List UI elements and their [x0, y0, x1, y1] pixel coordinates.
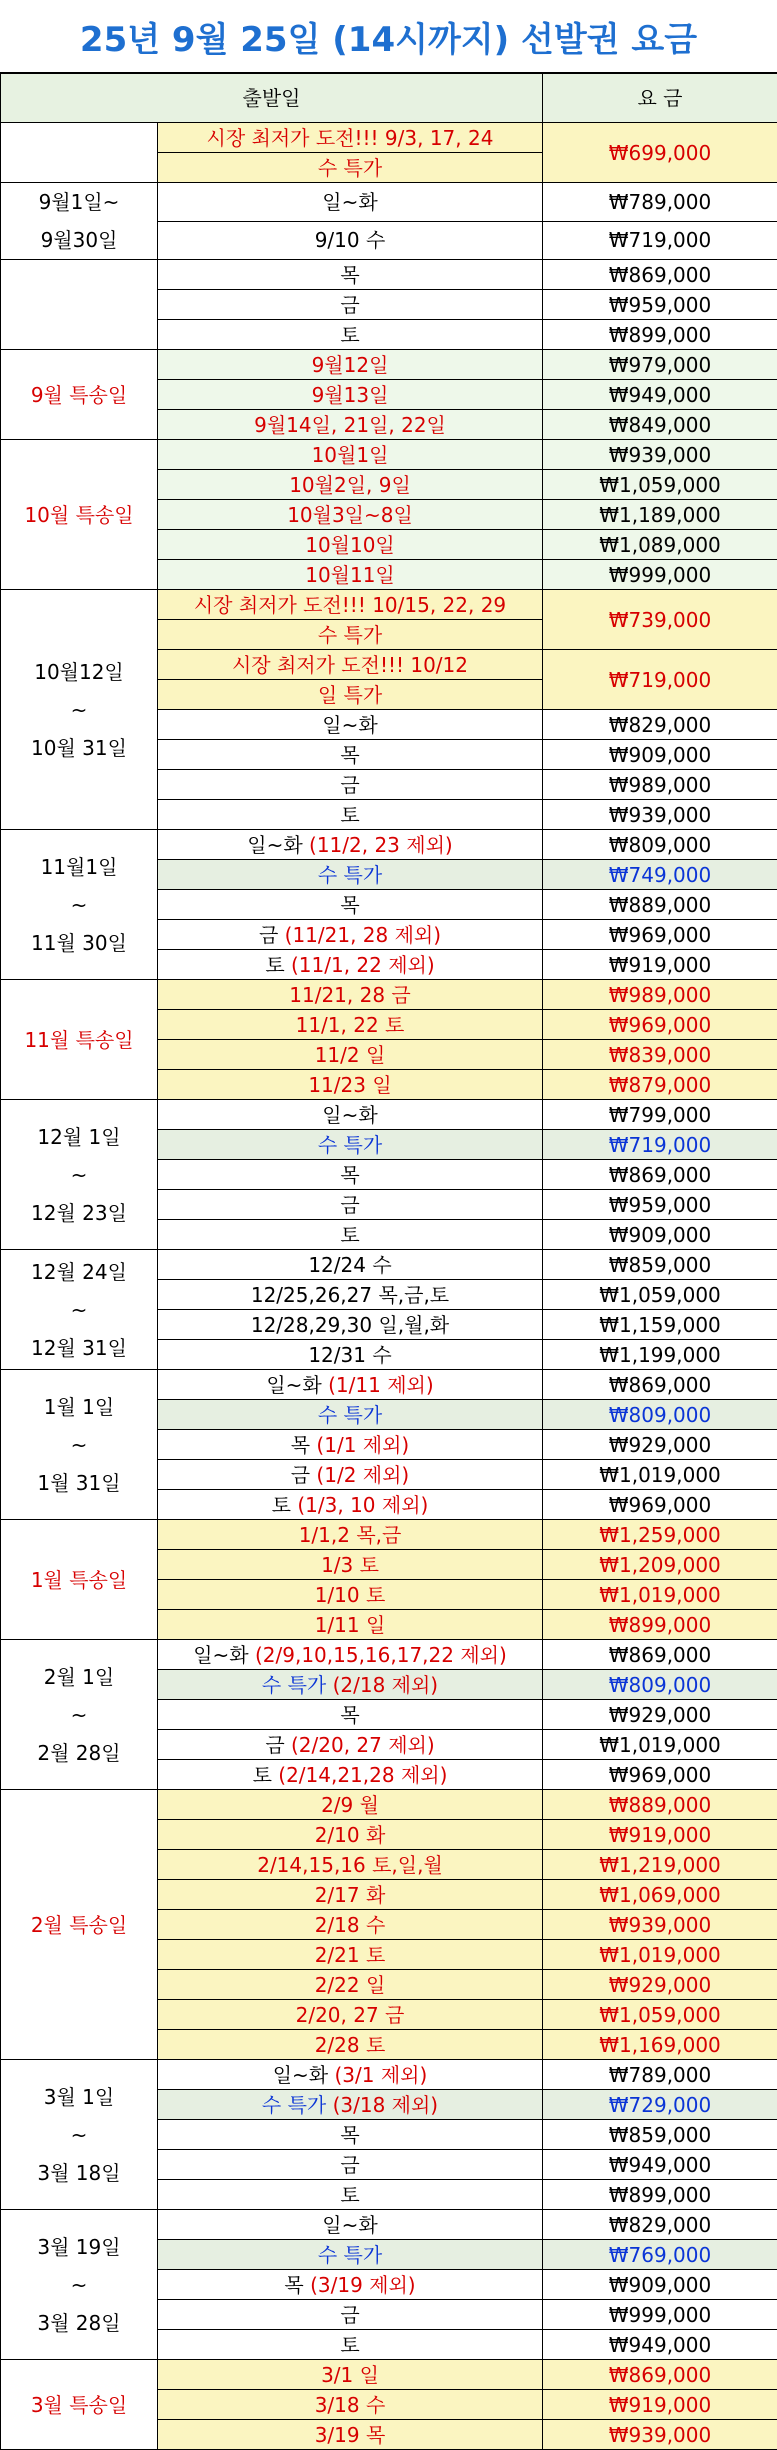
period-label: 12월 1일 ~ 12월 23일 [1, 1100, 158, 1250]
price-cell: ₩949,000 [543, 380, 777, 410]
price-cell: ₩749,000 [543, 860, 777, 890]
price-cell: ₩1,019,000 [543, 1580, 777, 1610]
price-table-body [1, 123, 777, 2450]
departure-day [158, 1790, 543, 1820]
period-label: 12월 24일 ~ 12월 31일 [1, 1250, 158, 1370]
price-cell: ₩939,000 [543, 2420, 777, 2450]
departure-day-text: 1/1,2 목,금 [299, 1523, 402, 1547]
departure-day-text: 시장 최저가 도전!!! 9/3, 17, 24 [207, 126, 494, 150]
departure-day-text: 목 [340, 263, 359, 287]
price-cell: ₩1,189,000 [543, 500, 777, 530]
table-row [1, 440, 777, 470]
departure-day [158, 1400, 543, 1430]
departure-day [158, 2060, 543, 2090]
price-cell: ₩719,000 [543, 650, 777, 710]
price-cell: ₩999,000 [543, 560, 777, 590]
price-cell: ₩829,000 [543, 710, 777, 740]
departure-day [158, 2360, 543, 2390]
departure-day-text: 10월1일 [312, 443, 389, 467]
departure-day [158, 1730, 543, 1760]
period-label: 11월1일 ~ 11월 30일 [1, 830, 158, 980]
period-label: 10월 특송일 [1, 440, 158, 590]
price-cell: ₩909,000 [543, 1220, 777, 1250]
departure-day-text: 2/9 월 [321, 1793, 379, 1817]
departure-day-text: 목 [340, 2123, 359, 2147]
table-row [1, 1250, 777, 1280]
date-column-header: 출발일 [1, 74, 543, 123]
departure-day [158, 2270, 543, 2300]
departure-day-text: 금 [340, 1193, 359, 1217]
departure-day-text: 시장 최저가 도전!!! 10/15, 22, 29 [194, 593, 506, 617]
period-label: 1월 1일 ~ 1월 31일 [1, 1370, 158, 1520]
departure-day-text: 수 특가 [318, 623, 382, 647]
price-cell: ₩999,000 [543, 2300, 777, 2330]
departure-day-text: 3/1 일 [321, 2363, 379, 2387]
departure-day [158, 1130, 543, 1160]
departure-day [158, 1040, 543, 1070]
price-cell: ₩1,199,000 [543, 1340, 777, 1370]
price-cell: ₩989,000 [543, 770, 777, 800]
departure-day [158, 1580, 543, 1610]
departure-day [158, 860, 543, 890]
departure-day-text: 금 [291, 1463, 310, 1487]
departure-day [158, 1370, 543, 1400]
departure-day [158, 650, 543, 680]
departure-day-text: 목 [284, 2273, 303, 2297]
departure-day [158, 950, 543, 980]
departure-day [158, 2330, 543, 2360]
departure-day [158, 2420, 543, 2450]
price-cell: ₩899,000 [543, 320, 777, 350]
period-label: 1월 특송일 [1, 1520, 158, 1640]
departure-day-text: 수 특가 [318, 1133, 382, 1157]
departure-day [158, 2090, 543, 2120]
departure-day-text: 2/28 토 [315, 2033, 386, 2057]
departure-day-text: 12/25,26,27 목,금,토 [251, 1283, 449, 1307]
exclusion-note: (1/11 제외) [322, 1373, 434, 1397]
departure-day [158, 1760, 543, 1790]
price-cell: ₩809,000 [543, 1400, 777, 1430]
price-cell: ₩859,000 [543, 2120, 777, 2150]
exclusion-note: (2/20, 27 제외) [285, 1733, 435, 1757]
departure-day-text: 수 특가 [262, 2093, 326, 2117]
departure-day [158, 470, 543, 500]
departure-day-text: 목 [340, 1163, 359, 1187]
departure-day [158, 221, 543, 260]
departure-day [158, 2390, 543, 2420]
departure-day [158, 183, 543, 222]
departure-day-text: 일~화 [247, 833, 302, 857]
table-row [1, 980, 777, 1010]
price-cell: ₩919,000 [543, 950, 777, 980]
departure-day-text: 금 [265, 1733, 284, 1757]
departure-day-text: 금 [259, 923, 278, 947]
departure-day-text: 목 [340, 893, 359, 917]
exclusion-note: (2/18 제외) [326, 1673, 438, 1697]
price-cell: ₩969,000 [543, 1010, 777, 1040]
price-cell: ₩1,089,000 [543, 530, 777, 560]
departure-day [158, 1310, 543, 1340]
departure-day [158, 1340, 543, 1370]
departure-day-text: 일~화 [273, 2063, 328, 2087]
departure-day [158, 2000, 543, 2030]
departure-day [158, 1610, 543, 1640]
departure-day-text: 2/10 화 [315, 1823, 386, 1847]
departure-day [158, 920, 543, 950]
price-cell: ₩979,000 [543, 350, 777, 380]
price-cell: ₩959,000 [543, 1190, 777, 1220]
price-cell: ₩789,000 [543, 183, 777, 222]
price-cell: ₩899,000 [543, 2180, 777, 2210]
price-cell: ₩1,059,000 [543, 2000, 777, 2030]
period-label: 2월 특송일 [1, 1790, 158, 2060]
departure-day-text: 토 [253, 1763, 272, 1787]
departure-day-text: 토 [340, 803, 359, 827]
departure-day [158, 1070, 543, 1100]
price-cell: ₩869,000 [543, 2360, 777, 2390]
table-row [1, 1370, 777, 1400]
departure-day-text: 2/21 토 [315, 1943, 386, 1967]
table-row [1, 183, 777, 222]
departure-day-text: 일~화 [266, 1373, 321, 1397]
departure-day [158, 2180, 543, 2210]
departure-day-text: 금 [340, 2303, 359, 2327]
price-cell: ₩839,000 [543, 1040, 777, 1070]
departure-day [158, 1670, 543, 1700]
price-cell: ₩849,000 [543, 410, 777, 440]
departure-day [158, 740, 543, 770]
price-cell: ₩1,059,000 [543, 470, 777, 500]
departure-day-text: 토 [340, 2333, 359, 2357]
price-cell: ₩949,000 [543, 2150, 777, 2180]
departure-day [158, 590, 543, 620]
price-cell: ₩969,000 [543, 1490, 777, 1520]
departure-day-text: 12/24 수 [308, 1253, 391, 1277]
price-cell: ₩859,000 [543, 1250, 777, 1280]
price-cell: ₩1,069,000 [543, 1880, 777, 1910]
departure-day-text: 토 [340, 2183, 359, 2207]
departure-day [158, 1220, 543, 1250]
departure-day-text: 3/19 목 [315, 2423, 386, 2447]
departure-day [158, 2150, 543, 2180]
price-cell: ₩719,000 [543, 1130, 777, 1160]
page-title: 25년 9월 25일 (14시까지) 선발권 요금 [0, 0, 777, 73]
departure-day [158, 260, 543, 290]
departure-day [158, 500, 543, 530]
departure-day-text: 1/11 일 [315, 1613, 386, 1637]
price-cell: ₩769,000 [543, 2240, 777, 2270]
departure-day-text: 목 [291, 1433, 310, 1457]
departure-day-text: 금 [340, 773, 359, 797]
period-label [1, 123, 158, 183]
departure-day-text: 11/2 일 [315, 1043, 386, 1067]
departure-day-text: 목 [340, 1703, 359, 1727]
departure-day [158, 1820, 543, 1850]
departure-day [158, 290, 543, 320]
departure-day-text: 10월11일 [305, 563, 395, 587]
departure-day-text: 수 특가 [318, 156, 382, 180]
departure-day-text: 11/23 일 [308, 1073, 391, 1097]
departure-day-text: 10월2일, 9일 [289, 473, 411, 497]
departure-day [158, 320, 543, 350]
departure-day [158, 123, 543, 153]
price-cell: ₩829,000 [543, 2210, 777, 2240]
departure-day [158, 770, 543, 800]
departure-day-text: 일~화 [322, 190, 377, 214]
price-cell: ₩909,000 [543, 2270, 777, 2300]
departure-day-text: 10월10일 [305, 533, 395, 557]
departure-day [158, 1490, 543, 1520]
departure-day [158, 1160, 543, 1190]
price-table [0, 73, 777, 2450]
table-row [1, 1790, 777, 1820]
departure-day [158, 1100, 543, 1130]
price-cell: ₩889,000 [543, 1790, 777, 1820]
departure-day-text: 11/1, 22 토 [296, 1013, 405, 1037]
departure-day-text: 9월14일, 21일, 22일 [254, 413, 446, 437]
departure-day [158, 2120, 543, 2150]
departure-day-text: 토 [340, 1223, 359, 1247]
departure-day [158, 410, 543, 440]
departure-day [158, 800, 543, 830]
price-cell: ₩1,169,000 [543, 2030, 777, 2060]
table-row [1, 830, 777, 860]
departure-day [158, 1910, 543, 1940]
departure-day [158, 1280, 543, 1310]
price-cell: ₩719,000 [543, 221, 777, 260]
departure-day-text: 일~화 [322, 1103, 377, 1127]
table-row [1, 590, 777, 620]
departure-day [158, 1940, 543, 1970]
table-row [1, 2360, 777, 2390]
departure-day-text: 일~화 [193, 1643, 248, 1667]
price-cell: ₩889,000 [543, 890, 777, 920]
departure-day [158, 1850, 543, 1880]
departure-day-text: 12/28,29,30 일,월,화 [251, 1313, 449, 1337]
departure-day-text: 9월12일 [312, 353, 389, 377]
price-cell: ₩939,000 [543, 800, 777, 830]
price-cell: ₩729,000 [543, 2090, 777, 2120]
departure-day [158, 1550, 543, 1580]
price-cell: ₩739,000 [543, 590, 777, 650]
departure-day [158, 2030, 543, 2060]
price-cell: ₩989,000 [543, 980, 777, 1010]
price-cell: ₩879,000 [543, 1070, 777, 1100]
departure-day-text: 9월13일 [312, 383, 389, 407]
departure-day-text: 2/17 화 [315, 1883, 386, 1907]
departure-day [158, 890, 543, 920]
departure-day-text: 수 특가 [318, 2243, 382, 2267]
departure-day [158, 1250, 543, 1280]
departure-day [158, 1460, 543, 1490]
price-cell: ₩1,259,000 [543, 1520, 777, 1550]
price-cell: ₩869,000 [543, 260, 777, 290]
period-label: 9월1일~ 9월30일 [1, 183, 158, 260]
exclusion-note: (3/19 제외) [304, 2273, 416, 2297]
exclusion-note: (11/1, 22 제외) [285, 953, 435, 977]
departure-day [158, 1010, 543, 1040]
departure-day-text: 금 [340, 293, 359, 317]
price-cell: ₩1,019,000 [543, 1730, 777, 1760]
departure-day [158, 530, 543, 560]
price-cell: ₩1,219,000 [543, 1850, 777, 1880]
period-label: 11월 특송일 [1, 980, 158, 1100]
exclusion-note: (1/2 제외) [310, 1463, 409, 1487]
departure-day [158, 1640, 543, 1670]
departure-day [158, 1880, 543, 1910]
price-cell: ₩1,019,000 [543, 1460, 777, 1490]
departure-day [158, 2240, 543, 2270]
departure-day [158, 2300, 543, 2330]
departure-day [158, 1520, 543, 1550]
price-cell: ₩1,019,000 [543, 1940, 777, 1970]
price-cell: ₩969,000 [543, 1760, 777, 1790]
price-cell: ₩919,000 [543, 2390, 777, 2420]
price-cell: ₩1,059,000 [543, 1280, 777, 1310]
table-row [1, 1520, 777, 1550]
departure-day [158, 560, 543, 590]
price-cell: ₩909,000 [543, 740, 777, 770]
departure-day-text: 9/10 수 [315, 228, 386, 252]
departure-day-text: 일 특가 [318, 683, 382, 707]
departure-day-text: 토 [265, 953, 284, 977]
table-row [1, 1100, 777, 1130]
departure-day [158, 153, 543, 183]
exclusion-note: (2/9,10,15,16,17,22 제외) [249, 1643, 507, 1667]
period-label: 3월 1일 ~ 3월 18일 [1, 2060, 158, 2210]
departure-day [158, 380, 543, 410]
departure-day [158, 1700, 543, 1730]
departure-day-text: 토 [340, 323, 359, 347]
table-row [1, 2060, 777, 2090]
departure-day-text: 1/10 토 [315, 1583, 386, 1607]
price-column-header: 요 금 [543, 74, 777, 123]
departure-day [158, 980, 543, 1010]
departure-day-text: 수 특가 [262, 1673, 326, 1697]
departure-day-text: 토 [272, 1493, 291, 1517]
departure-day-text: 2/20, 27 금 [296, 2003, 405, 2027]
period-label [1, 260, 158, 350]
table-header-row [1, 74, 777, 123]
departure-day [158, 1970, 543, 2000]
period-label: 9월 특송일 [1, 350, 158, 440]
departure-day-text: 2/18 수 [315, 1913, 386, 1937]
price-cell: ₩869,000 [543, 1370, 777, 1400]
departure-day [158, 2210, 543, 2240]
price-cell: ₩939,000 [543, 1910, 777, 1940]
departure-day-text: 수 특가 [318, 863, 382, 887]
departure-day [158, 1430, 543, 1460]
price-cell: ₩869,000 [543, 1640, 777, 1670]
price-cell: ₩1,159,000 [543, 1310, 777, 1340]
departure-day [158, 830, 543, 860]
departure-day [158, 1190, 543, 1220]
exclusion-note: (1/1 제외) [310, 1433, 409, 1457]
departure-day-text: 수 특가 [318, 1403, 382, 1427]
price-cell: ₩939,000 [543, 440, 777, 470]
departure-day-text: 1/3 토 [321, 1553, 379, 1577]
departure-day-text: 일~화 [322, 713, 377, 737]
table-row [1, 350, 777, 380]
period-label: 2월 1일 ~ 2월 28일 [1, 1640, 158, 1790]
price-cell: ₩789,000 [543, 2060, 777, 2090]
price-cell: ₩869,000 [543, 1160, 777, 1190]
departure-day [158, 620, 543, 650]
exclusion-note: (3/1 제외) [328, 2063, 427, 2087]
price-cell: ₩929,000 [543, 1430, 777, 1460]
price-cell: ₩899,000 [543, 1610, 777, 1640]
departure-day-text: 목 [340, 743, 359, 767]
departure-day-text: 11/21, 28 금 [289, 983, 410, 1007]
table-row [1, 1640, 777, 1670]
price-cell: ₩699,000 [543, 123, 777, 183]
price-cell: ₩919,000 [543, 1820, 777, 1850]
table-row [1, 2210, 777, 2240]
departure-day [158, 440, 543, 470]
departure-day-text: 시장 최저가 도전!!! 10/12 [232, 653, 468, 677]
period-label: 3월 19일 ~ 3월 28일 [1, 2210, 158, 2360]
departure-day-text: 12/31 수 [308, 1343, 391, 1367]
table-row [1, 123, 777, 153]
table-row [1, 260, 777, 290]
price-cell: ₩929,000 [543, 1970, 777, 2000]
price-cell: ₩959,000 [543, 290, 777, 320]
departure-day-text: 금 [340, 2153, 359, 2177]
price-cell: ₩929,000 [543, 1700, 777, 1730]
price-cell: ₩969,000 [543, 920, 777, 950]
exclusion-note: (11/21, 28 제외) [278, 923, 441, 947]
price-cell: ₩1,209,000 [543, 1550, 777, 1580]
exclusion-note: (3/18 제외) [326, 2093, 438, 2117]
exclusion-note: (11/2, 23 제외) [303, 833, 453, 857]
departure-day-text: 일~화 [322, 2213, 377, 2237]
period-label: 10월12일 ~ 10월 31일 [1, 590, 158, 830]
departure-day-text: 3/18 수 [315, 2393, 386, 2417]
price-cell: ₩809,000 [543, 830, 777, 860]
price-cell: ₩949,000 [543, 2330, 777, 2360]
departure-day [158, 680, 543, 710]
departure-day [158, 710, 543, 740]
departure-day [158, 350, 543, 380]
price-cell: ₩809,000 [543, 1670, 777, 1700]
departure-day-text: 2/14,15,16 토,일,월 [257, 1853, 443, 1877]
departure-day-text: 10월3일~8일 [287, 503, 413, 527]
exclusion-note: (1/3, 10 제외) [291, 1493, 428, 1517]
exclusion-note: (2/14,21,28 제외) [272, 1763, 448, 1787]
period-label: 3월 특송일 [1, 2360, 158, 2450]
price-cell: ₩799,000 [543, 1100, 777, 1130]
departure-day-text: 2/22 일 [315, 1973, 386, 1997]
